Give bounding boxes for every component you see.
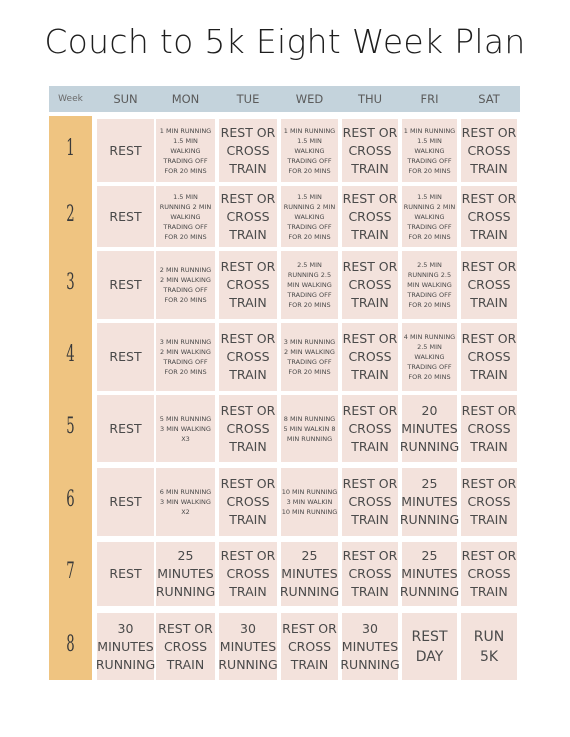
- page-title: Couch to 5k Eight Week Plan: [44, 22, 526, 61]
- cell-text: 30 MINUTES RUNNING: [218, 620, 278, 672]
- schedule-cell: [219, 251, 277, 319]
- schedule-cell: [281, 186, 338, 247]
- header-mon: MON: [171, 92, 200, 106]
- schedule-cell: [97, 395, 154, 462]
- schedule-cell: [342, 323, 398, 391]
- schedule-cell: [156, 251, 215, 319]
- cell-text: REST: [109, 142, 142, 158]
- cell-text: 1 MIN RUNNING 1.5 MIN WALKING TRADING OFF FOR 20 MINS: [283, 126, 336, 175]
- schedule-cell: [219, 323, 277, 391]
- header-fri: FRI: [420, 92, 439, 106]
- cell-text: REST: [109, 420, 142, 436]
- cell-text: REST OR CROSS TRAIN: [220, 190, 276, 242]
- cell-text: REST OR CROSS TRAIN: [342, 124, 398, 176]
- cell-text: REST OR CROSS TRAIN: [342, 331, 398, 382]
- schedule-cell: [219, 468, 277, 536]
- cell-text: REST OR CROSS TRAIN: [220, 402, 276, 454]
- schedule-cell: [402, 119, 457, 182]
- cell-text: 30 MINUTES RUNNING: [95, 620, 156, 672]
- cell-text: REST OR CROSS TRAIN: [220, 476, 276, 527]
- schedule-cell: [461, 613, 517, 680]
- cell-text: 2.5 MIN RUNNING 2.5 MIN WALKING TRADING OFF FOR 20 MINS: [407, 261, 452, 309]
- schedule-cell: [97, 186, 154, 247]
- cell-text: 1.5 MIN RUNNING 2 MIN WALKING TRADING OFF FOR 20 MINS: [159, 192, 212, 241]
- schedule-cell: [156, 119, 215, 182]
- header-sat: SAT: [478, 92, 500, 106]
- week-number: 3: [66, 270, 75, 295]
- schedule-cell: [402, 613, 457, 680]
- schedule-cell: [156, 613, 215, 680]
- cell-text: REST: [109, 277, 142, 292]
- cell-text: REST OR CROSS TRAIN: [158, 620, 213, 672]
- week-number: 6: [66, 487, 75, 512]
- schedule-cell: [281, 323, 338, 391]
- schedule-cell: [402, 186, 457, 247]
- header-thu: THU: [357, 92, 383, 106]
- cell-text: REST DAY: [411, 628, 448, 665]
- schedule-cell: [281, 251, 338, 319]
- schedule-cell: [342, 251, 398, 319]
- schedule-cell: [342, 468, 398, 536]
- schedule-cell: [97, 323, 154, 391]
- cell-text: 2.5 MIN RUNNING 2.5 MIN WALKING TRADING OFF FOR 20 MINS: [287, 261, 332, 309]
- schedule-cell: [342, 119, 398, 182]
- cell-text: REST OR CROSS TRAIN: [461, 476, 517, 527]
- cell-text: 8 MIN RUNNING 5 MIN WALKIN 8 MIN RUNNING: [283, 414, 336, 443]
- cell-text: REST OR CROSS TRAIN: [461, 259, 517, 310]
- week-number: 5: [66, 413, 75, 439]
- cell-text: 20 MINUTES RUNNING: [399, 402, 460, 454]
- week-number: 8: [66, 631, 75, 657]
- schedule-cell: [219, 613, 277, 680]
- header-sun: SUN: [113, 92, 138, 106]
- schedule-cell: [281, 613, 338, 680]
- schedule-cell: [156, 323, 215, 391]
- cell-text: 1 MIN RUNNING 1.5 MIN WALKING TRADING OFF FOR 20 MINS: [159, 126, 212, 175]
- cell-text: REST OR CROSS TRAIN: [342, 548, 398, 599]
- week-number: 4: [66, 342, 75, 367]
- schedule-cell: [219, 186, 277, 247]
- schedule-cell: [219, 119, 277, 182]
- cell-text: 25 MINUTES RUNNING: [279, 548, 340, 599]
- cell-text: REST OR CROSS TRAIN: [220, 124, 276, 176]
- header-tue: TUE: [236, 92, 260, 106]
- cell-text: 30 MINUTES RUNNING: [340, 620, 400, 672]
- schedule-cell: [461, 323, 517, 391]
- schedule-cell: [156, 468, 215, 536]
- cell-text: 3 MIN RUNNING 2 MIN WALKING TRADING OFF FOR 20 MINS: [283, 338, 336, 376]
- cell-text: 6 MIN RUNNING 3 MIN WALKING X2: [159, 488, 212, 516]
- cell-text: 10 MIN RUNNING 3 MIN WALKIN 10 MIN RUNNING: [281, 488, 338, 516]
- schedule-cell: [219, 395, 277, 462]
- cell-text: REST OR CROSS TRAIN: [461, 190, 517, 242]
- cell-text: REST: [109, 349, 142, 364]
- cell-text: REST OR CROSS TRAIN: [220, 259, 276, 310]
- cell-text: REST: [109, 494, 142, 509]
- schedule-cell: [97, 613, 154, 680]
- cell-text: REST: [109, 208, 142, 224]
- cell-text: REST: [109, 566, 142, 581]
- schedule-cell: [219, 542, 277, 606]
- schedule-cell: [97, 542, 154, 606]
- schedule-cell: [156, 186, 215, 247]
- cell-text: RUN 5K: [473, 628, 505, 665]
- cell-text: REST OR CROSS TRAIN: [220, 548, 276, 599]
- cell-text: REST OR CROSS TRAIN: [461, 402, 517, 454]
- schedule-cell: [461, 186, 517, 247]
- week-number: 7: [66, 559, 75, 584]
- week-number: 2: [66, 201, 75, 227]
- schedule-cell: [156, 395, 215, 462]
- schedule-cell: [342, 186, 398, 247]
- cell-text: 5 MIN RUNNING 3 MIN WALKING X3: [159, 414, 212, 443]
- cell-text: REST OR CROSS TRAIN: [342, 190, 398, 242]
- schedule-cell: [461, 251, 517, 319]
- schedule-cell: [399, 468, 460, 536]
- schedule-cell: [281, 119, 338, 182]
- schedule-cell: [342, 613, 398, 680]
- cell-text: REST OR CROSS TRAIN: [220, 331, 276, 382]
- cell-text: 3 MIN RUNNING 2 MIN WALKING TRADING OFF FOR 20 MINS: [159, 338, 212, 376]
- schedule-cell: [97, 251, 154, 319]
- cell-text: REST OR CROSS TRAIN: [342, 402, 398, 454]
- cell-text: 4 MIN RUNNING 2.5 MIN WALKING TRADING OFF FOR 20 MINS: [403, 333, 456, 381]
- schedule-cell: [461, 542, 517, 606]
- header-wed: WED: [295, 92, 324, 106]
- cell-text: 1 MIN RUNNING 1.5 MIN WALKING TRADING OFF FOR 20 MINS: [403, 126, 456, 175]
- schedule-cell: [399, 542, 460, 606]
- cell-text: 1.5 MIN RUNNING 2 MIN WALKING TRADING OFF FOR 20 MINS: [283, 192, 336, 241]
- schedule-cell: [402, 251, 457, 319]
- cell-text: REST OR CROSS TRAIN: [342, 259, 398, 310]
- schedule-cell: [461, 395, 517, 462]
- week-number: 1: [66, 135, 75, 161]
- cell-text: 25 MINUTES RUNNING: [399, 476, 460, 527]
- header-week: Week: [58, 94, 83, 104]
- schedule-cell: [281, 468, 338, 536]
- schedule-cell: [461, 468, 517, 536]
- schedule-cell: [342, 395, 398, 462]
- schedule-cell: [97, 119, 154, 182]
- cell-text: REST OR CROSS TRAIN: [282, 620, 337, 672]
- schedule-cell: [399, 395, 460, 462]
- schedule-cell: [281, 542, 338, 606]
- schedule-cell: [281, 395, 338, 462]
- cell-text: 25 MINUTES RUNNING: [399, 548, 460, 599]
- schedule-cell: [342, 542, 398, 606]
- cell-text: REST OR CROSS TRAIN: [461, 548, 517, 599]
- schedule-cell: [156, 542, 215, 606]
- cell-text: REST OR CROSS TRAIN: [461, 124, 517, 176]
- cell-text: REST OR CROSS TRAIN: [342, 476, 398, 527]
- cell-text: 2 MIN RUNNING 2 MIN WALKING TRADING OFF FOR 20 MINS: [159, 266, 212, 304]
- cell-text: 25 MINUTES RUNNING: [155, 548, 216, 599]
- schedule-cell: [461, 119, 517, 182]
- schedule-cell: [97, 468, 154, 536]
- cell-text: REST OR CROSS TRAIN: [461, 331, 517, 382]
- schedule-cell: [402, 323, 457, 391]
- cell-text: 1.5 MIN RUNNING 2 MIN WALKING TRADING OFF FOR 20 MINS: [403, 192, 456, 241]
